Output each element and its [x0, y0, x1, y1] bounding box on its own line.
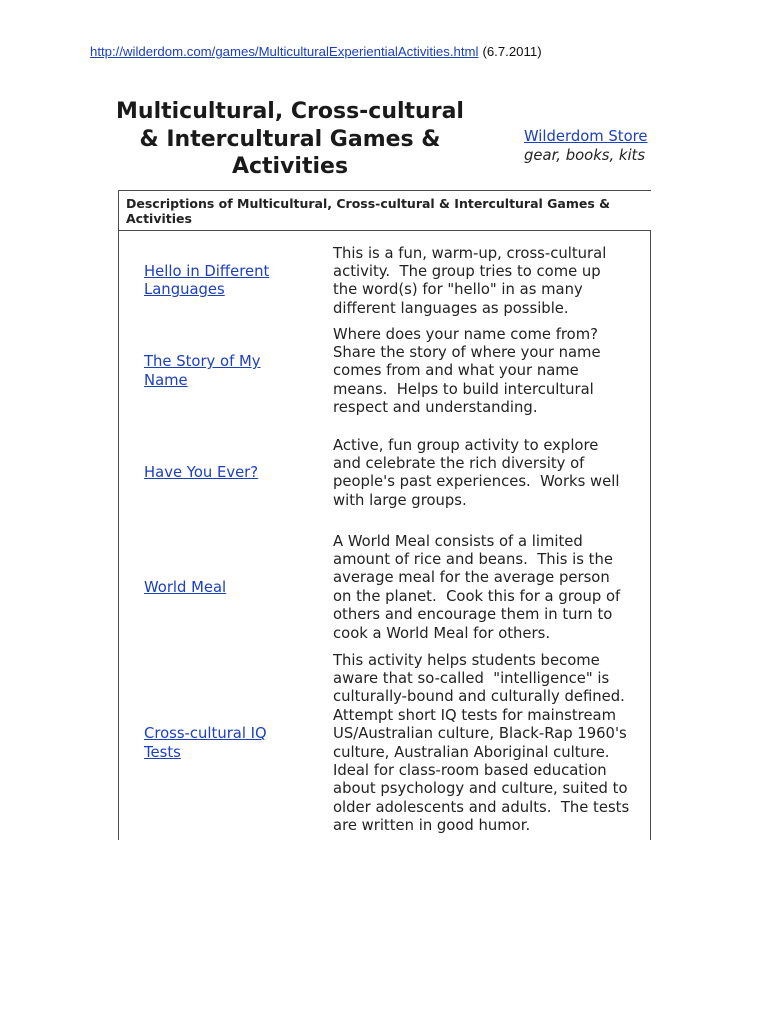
description-line: Ideal for class-room based education — [333, 762, 607, 780]
description-line: Where does your name come from? — [333, 325, 598, 343]
table-body — [118, 231, 651, 840]
table-body-rows — [119, 231, 650, 836]
source-line — [90, 44, 542, 60]
activity-title-cell — [119, 643, 333, 836]
activity-title-cell — [119, 318, 333, 417]
description-line: US/Australian culture, Black-Rap 1960's — [333, 725, 627, 743]
activity-description — [333, 418, 650, 511]
store-link[interactable]: Wilderdom Store — [524, 128, 648, 145]
description-line: average meal for the average person — [333, 569, 610, 587]
description-line: Share the story of where your name — [333, 343, 601, 361]
description-line: different languages as possible. — [333, 299, 569, 317]
description-line: Active, fun group activity to explore — [333, 436, 599, 454]
description-line: cook a World Meal for others. — [333, 624, 551, 642]
activity-link[interactable]: The Story of My Name — [144, 353, 261, 389]
description-line: people's past experiences. Works well — [333, 473, 620, 491]
description-line: on the planet. Cook this for a group of — [333, 587, 621, 605]
description-line: comes from and what your name — [333, 362, 579, 380]
description-line: aware that so-called "intelligence" is — [333, 670, 610, 687]
description-line: are written in good humor. — [333, 817, 531, 835]
description-line: amount of rice and beans. This is the — [333, 550, 613, 568]
description-line: This is a fun, warm-up, cross-cultural — [333, 244, 607, 262]
activity-title-cell — [119, 510, 333, 643]
activity-row — [119, 231, 650, 319]
description-line: culture, Australian Aboriginal culture. — [333, 743, 610, 761]
activities-table — [118, 190, 651, 840]
activity-link[interactable]: Hello in Different Languages — [144, 262, 270, 299]
activity-description — [333, 643, 650, 836]
description-line: older adolescents and adults. The tests — [333, 798, 630, 816]
description-line: A World Meal consists of a limited — [333, 532, 583, 550]
description-line: and celebrate the rich diversity of — [333, 454, 585, 472]
source-url-link[interactable]: http://wilderdom.com/games/MulticulturalExperientialActivities.html — [90, 44, 479, 59]
activity-title-cell — [119, 231, 333, 319]
table-header: Descriptions of Multicultural, Cross-cultural & Intercultural Games & Activities — [118, 190, 651, 231]
description-line: with large groups. — [333, 491, 467, 509]
activity-description — [333, 510, 650, 643]
page-title: Multicultural, Cross-cultural & Intercultural Games & Activities — [116, 99, 464, 179]
activity-link[interactable]: World Meal — [144, 578, 227, 596]
description-line: about psychology and culture, suited to — [333, 780, 628, 798]
activity-row — [119, 418, 650, 511]
description-line: others and encourage them in turn to — [333, 606, 613, 624]
activities-list — [119, 231, 650, 836]
activity-description — [333, 231, 650, 319]
description-line: Attempt short IQ tests for mainstream — [333, 706, 617, 724]
description-line: means. Helps to build intercultural — [333, 380, 594, 398]
description-line: activity. The group tries to come up — [333, 262, 601, 280]
capture-date: (6.7.2011) — [482, 44, 542, 59]
store-tagline: gear, books, kits — [524, 147, 646, 164]
activity-title-cell — [119, 418, 333, 511]
description-line: culturally-bound and culturally defined. — [333, 688, 625, 706]
activity-link[interactable]: Have You Ever? — [144, 464, 259, 482]
activity-link[interactable]: Cross-cultural IQ Tests — [144, 725, 267, 761]
activity-row — [119, 318, 650, 417]
store-promo — [524, 127, 648, 165]
description-line: the word(s) for "hello" in as many — [333, 281, 583, 299]
activity-row — [119, 510, 650, 643]
activity-row — [119, 643, 650, 836]
activity-description — [333, 318, 650, 417]
description-line: respect and understanding. — [333, 399, 538, 417]
description-line: This activity helps students become — [333, 651, 600, 669]
